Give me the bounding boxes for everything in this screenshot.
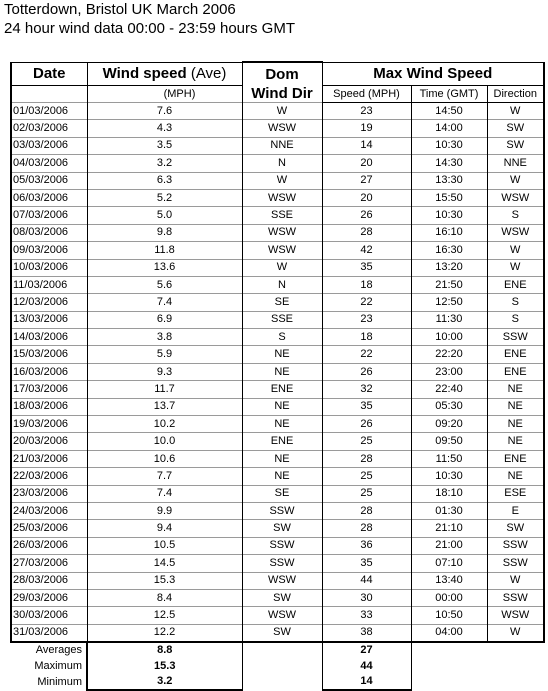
cell-max-speed: 19 [322, 120, 411, 137]
cell-avg-speed: 9.9 [87, 502, 242, 519]
table-row [11, 555, 544, 572]
cell-max-dir: S [487, 207, 544, 224]
cell-dom-dir: NE [242, 450, 322, 467]
header-wind-speed [87, 62, 242, 85]
cell-date: 31/03/2006 [11, 624, 87, 642]
cell-dom-dir: NE [242, 468, 322, 485]
stat-max-speed: 44 [322, 659, 411, 674]
table-row [11, 172, 544, 189]
table-row [11, 207, 544, 224]
cell-avg-speed: 15.3 [87, 572, 242, 589]
cell-avg-speed: 11.8 [87, 242, 242, 259]
cell-max-time: 04:00 [411, 624, 487, 642]
cell-avg-speed: 3.8 [87, 329, 242, 346]
cell-max-speed: 36 [322, 537, 411, 554]
cell-avg-speed: 5.9 [87, 346, 242, 363]
cell-avg-speed: 13.6 [87, 259, 242, 276]
cell-avg-speed: 9.3 [87, 363, 242, 380]
cell-max-dir: E [487, 502, 544, 519]
cell-dom-dir: WSW [242, 607, 322, 624]
cell-max-dir: NE [487, 433, 544, 450]
table-row [11, 589, 544, 606]
cell-date: 24/03/2006 [11, 502, 87, 519]
cell-max-speed: 38 [322, 624, 411, 642]
cell-max-speed: 22 [322, 294, 411, 311]
cell-max-speed: 35 [322, 398, 411, 415]
header-wind-speed-suffix: (Ave) [186, 65, 227, 82]
cell-max-speed: 42 [322, 242, 411, 259]
cell-dom-dir: N [242, 155, 322, 172]
cell-dom-dir: SSW [242, 537, 322, 554]
cell-max-dir: SSW [487, 329, 544, 346]
table-row [11, 276, 544, 293]
subheader-row [11, 85, 544, 103]
cell-date: 22/03/2006 [11, 468, 87, 485]
cell-max-speed: 22 [322, 346, 411, 363]
table-row [11, 520, 544, 537]
header-wind-speed-label: Wind speed [102, 65, 187, 82]
cell-dom-dir: ENE [242, 433, 322, 450]
stat-blank [242, 642, 322, 658]
stat-max-speed: 27 [322, 642, 411, 658]
cell-date: 28/03/2006 [11, 572, 87, 589]
cell-dom-dir: NNE [242, 137, 322, 154]
cell-max-dir: WSW [487, 189, 544, 206]
cell-date: 11/03/2006 [11, 276, 87, 293]
cell-max-dir: NE [487, 398, 544, 415]
cell-dom-dir: WSW [242, 242, 322, 259]
cell-max-time: 15:50 [411, 189, 487, 206]
stat-blank [411, 674, 487, 690]
cell-max-time: 09:50 [411, 433, 487, 450]
stat-row [11, 642, 544, 658]
cell-max-time: 13:30 [411, 172, 487, 189]
cell-max-speed: 26 [322, 207, 411, 224]
cell-date: 01/03/2006 [11, 103, 87, 120]
cell-max-time: 21:10 [411, 520, 487, 537]
cell-max-time: 21:50 [411, 276, 487, 293]
cell-max-dir: SSW [487, 537, 544, 554]
cell-max-time: 14:00 [411, 120, 487, 137]
stat-blank [487, 642, 544, 658]
cell-max-speed: 18 [322, 329, 411, 346]
cell-avg-speed: 10.0 [87, 433, 242, 450]
cell-max-speed: 33 [322, 607, 411, 624]
cell-max-speed: 18 [322, 276, 411, 293]
cell-date: 29/03/2006 [11, 589, 87, 606]
cell-max-speed: 30 [322, 589, 411, 606]
cell-avg-speed: 6.3 [87, 172, 242, 189]
cell-max-speed: 35 [322, 259, 411, 276]
cell-max-dir: ESE [487, 485, 544, 502]
table-row [11, 189, 544, 206]
cell-max-time: 18:10 [411, 485, 487, 502]
subheader-unit: (MPH) [87, 85, 242, 103]
cell-dom-dir: NE [242, 416, 322, 433]
cell-dom-dir: ENE [242, 381, 322, 398]
cell-dom-dir: SSE [242, 207, 322, 224]
cell-date: 27/03/2006 [11, 555, 87, 572]
cell-max-dir: W [487, 103, 544, 120]
cell-max-time: 10:30 [411, 207, 487, 224]
cell-max-dir: NE [487, 416, 544, 433]
stat-blank [242, 674, 322, 690]
cell-date: 30/03/2006 [11, 607, 87, 624]
cell-dom-dir: SSE [242, 311, 322, 328]
cell-max-time: 01:30 [411, 502, 487, 519]
stat-blank [411, 642, 487, 658]
table-row [11, 346, 544, 363]
wind-data-sheet [10, 61, 543, 691]
cell-avg-speed: 7.7 [87, 468, 242, 485]
cell-dom-dir: W [242, 172, 322, 189]
cell-max-dir: SW [487, 520, 544, 537]
cell-dom-dir: S [242, 329, 322, 346]
stat-avg-speed: 3.2 [87, 674, 242, 690]
cell-max-dir: SW [487, 120, 544, 137]
cell-dom-dir: SW [242, 589, 322, 606]
cell-max-speed: 28 [322, 450, 411, 467]
cell-avg-speed: 4.3 [87, 120, 242, 137]
cell-max-speed: 25 [322, 433, 411, 450]
table-row [11, 242, 544, 259]
cell-dom-dir: NE [242, 363, 322, 380]
cell-dom-dir: SW [242, 624, 322, 642]
cell-max-dir: S [487, 311, 544, 328]
cell-dom-dir: NE [242, 398, 322, 415]
table-row [11, 537, 544, 554]
cell-max-speed: 14 [322, 137, 411, 154]
cell-dom-dir: WSW [242, 224, 322, 241]
cell-date: 20/03/2006 [11, 433, 87, 450]
cell-max-dir: ENE [487, 276, 544, 293]
cell-date: 23/03/2006 [11, 485, 87, 502]
cell-dom-dir: NE [242, 346, 322, 363]
stat-blank [487, 674, 544, 690]
table-row [11, 433, 544, 450]
cell-max-time: 14:30 [411, 155, 487, 172]
cell-max-dir: NE [487, 381, 544, 398]
cell-max-speed: 25 [322, 485, 411, 502]
cell-max-time: 16:10 [411, 224, 487, 241]
cell-dom-dir: SE [242, 294, 322, 311]
cell-avg-speed: 3.5 [87, 137, 242, 154]
cell-max-time: 10:30 [411, 137, 487, 154]
cell-max-time: 16:30 [411, 242, 487, 259]
cell-date: 15/03/2006 [11, 346, 87, 363]
subheader-time: Time (GMT) [411, 85, 487, 103]
cell-max-speed: 26 [322, 416, 411, 433]
cell-avg-speed: 10.6 [87, 450, 242, 467]
cell-max-dir: WSW [487, 607, 544, 624]
cell-avg-speed: 7.6 [87, 103, 242, 120]
cell-date: 06/03/2006 [11, 189, 87, 206]
table-row [11, 259, 544, 276]
cell-max-speed: 28 [322, 520, 411, 537]
cell-avg-speed: 12.2 [87, 624, 242, 642]
cell-date: 02/03/2006 [11, 120, 87, 137]
cell-avg-speed: 5.2 [87, 189, 242, 206]
stat-label: Maximum [34, 659, 82, 672]
cell-date: 25/03/2006 [11, 520, 87, 537]
cell-date: 21/03/2006 [11, 450, 87, 467]
cell-max-time: 13:20 [411, 259, 487, 276]
cell-avg-speed: 14.5 [87, 555, 242, 572]
cell-dom-dir: SSW [242, 555, 322, 572]
stat-blank [411, 659, 487, 674]
cell-date: 10/03/2006 [11, 259, 87, 276]
cell-max-time: 00:00 [411, 589, 487, 606]
cell-dom-dir: SSW [242, 502, 322, 519]
cell-max-dir: S [487, 294, 544, 311]
stat-avg-speed: 8.8 [87, 642, 242, 658]
stat-blank [242, 659, 322, 674]
table-row [11, 103, 544, 120]
cell-avg-speed: 8.4 [87, 589, 242, 606]
table-row [11, 224, 544, 241]
cell-max-dir: W [487, 259, 544, 276]
cell-max-speed: 28 [322, 224, 411, 241]
cell-avg-speed: 7.4 [87, 294, 242, 311]
cell-dom-dir: WSW [242, 189, 322, 206]
cell-dom-dir: W [242, 259, 322, 276]
cell-avg-speed: 5.0 [87, 207, 242, 224]
table-row [11, 572, 544, 589]
cell-date: 04/03/2006 [11, 155, 87, 172]
cell-dom-dir: N [242, 276, 322, 293]
cell-dom-dir: W [242, 103, 322, 120]
stat-row [11, 674, 544, 690]
cell-max-time: 10:30 [411, 468, 487, 485]
cell-avg-speed: 11.7 [87, 381, 242, 398]
cell-avg-speed: 9.4 [87, 520, 242, 537]
header-date: Date [11, 62, 87, 85]
cell-avg-speed: 6.9 [87, 311, 242, 328]
cell-dom-dir: SE [242, 485, 322, 502]
cell-date: 12/03/2006 [11, 294, 87, 311]
cell-avg-speed: 12.5 [87, 607, 242, 624]
table-row [11, 311, 544, 328]
table-row [11, 381, 544, 398]
cell-max-speed: 26 [322, 363, 411, 380]
cell-max-time: 21:00 [411, 537, 487, 554]
cell-date: 17/03/2006 [11, 381, 87, 398]
header-dom-line2: Wind Dir [242, 85, 322, 103]
table-row [11, 120, 544, 137]
cell-avg-speed: 7.4 [87, 485, 242, 502]
stat-row [11, 659, 544, 674]
table-row [11, 155, 544, 172]
cell-max-dir: SW [487, 137, 544, 154]
cell-date: 07/03/2006 [11, 207, 87, 224]
cell-dom-dir: WSW [242, 572, 322, 589]
cell-avg-speed: 5.6 [87, 276, 242, 293]
table-row [11, 398, 544, 415]
table-row [11, 624, 544, 642]
cell-max-time: 12:50 [411, 294, 487, 311]
cell-max-dir: ENE [487, 363, 544, 380]
cell-max-dir: W [487, 242, 544, 259]
table-row [11, 416, 544, 433]
cell-dom-dir: WSW [242, 120, 322, 137]
cell-max-dir: SSW [487, 589, 544, 606]
table-row [11, 450, 544, 467]
cell-date: 19/03/2006 [11, 416, 87, 433]
cell-date: 05/03/2006 [11, 172, 87, 189]
stat-max-speed: 14 [322, 674, 411, 690]
header-dom-line1: Dom [242, 62, 322, 85]
cell-date: 03/03/2006 [11, 137, 87, 154]
cell-max-speed: 35 [322, 555, 411, 572]
cell-max-dir: NE [487, 468, 544, 485]
cell-date: 14/03/2006 [11, 329, 87, 346]
cell-max-speed: 20 [322, 155, 411, 172]
cell-max-speed: 32 [322, 381, 411, 398]
cell-date: 08/03/2006 [11, 224, 87, 241]
stat-avg-speed: 15.3 [87, 659, 242, 674]
page-title: Totterdown, Bristol UK March 2006 [4, 1, 236, 18]
cell-max-time: 22:40 [411, 381, 487, 398]
cell-max-dir: WSW [487, 224, 544, 241]
cell-max-time: 11:50 [411, 450, 487, 467]
cell-date: 18/03/2006 [11, 398, 87, 415]
table-row [11, 485, 544, 502]
page-subtitle: 24 hour wind data 00:00 - 23:59 hours GMT [4, 20, 296, 37]
table-row [11, 329, 544, 346]
cell-avg-speed: 13.7 [87, 398, 242, 415]
cell-avg-speed: 10.5 [87, 537, 242, 554]
cell-max-dir: W [487, 624, 544, 642]
table-row [11, 468, 544, 485]
cell-max-speed: 44 [322, 572, 411, 589]
cell-max-time: 10:50 [411, 607, 487, 624]
cell-avg-speed: 10.2 [87, 416, 242, 433]
table-row [11, 502, 544, 519]
cell-date: 16/03/2006 [11, 363, 87, 380]
stat-label: Averages [35, 644, 82, 657]
cell-max-speed: 28 [322, 502, 411, 519]
table-row [11, 363, 544, 380]
cell-max-dir: NNE [487, 155, 544, 172]
stat-label: Minimum [37, 675, 82, 688]
table-row [11, 137, 544, 154]
cell-max-time: 09:20 [411, 416, 487, 433]
header-max-wind-speed: Max Wind Speed [322, 62, 544, 85]
subheader-speed: Speed (MPH) [322, 85, 411, 103]
subheader-direction: Direction [487, 85, 544, 103]
cell-max-time: 05:30 [411, 398, 487, 415]
cell-max-time: 10:00 [411, 329, 487, 346]
cell-date: 09/03/2006 [11, 242, 87, 259]
cell-date: 13/03/2006 [11, 311, 87, 328]
cell-date: 26/03/2006 [11, 537, 87, 554]
cell-max-time: 14:50 [411, 103, 487, 120]
stat-blank [487, 659, 544, 674]
cell-max-time: 07:10 [411, 555, 487, 572]
cell-max-speed: 23 [322, 103, 411, 120]
table-row [11, 607, 544, 624]
header-row [11, 62, 544, 85]
cell-max-dir: ENE [487, 450, 544, 467]
table-row [11, 294, 544, 311]
cell-dom-dir: SW [242, 520, 322, 537]
cell-max-time: 11:30 [411, 311, 487, 328]
cell-max-dir: W [487, 572, 544, 589]
cell-max-speed: 20 [322, 189, 411, 206]
cell-avg-speed: 9.8 [87, 224, 242, 241]
cell-max-time: 23:00 [411, 363, 487, 380]
cell-max-time: 22:20 [411, 346, 487, 363]
cell-max-dir: W [487, 172, 544, 189]
cell-max-time: 13:40 [411, 572, 487, 589]
cell-max-dir: ENE [487, 346, 544, 363]
cell-max-speed: 25 [322, 468, 411, 485]
cell-max-speed: 23 [322, 311, 411, 328]
wind-data-table [10, 61, 545, 691]
cell-max-dir: SSW [487, 555, 544, 572]
cell-avg-speed: 3.2 [87, 155, 242, 172]
subheader-date-blank [11, 85, 87, 103]
cell-max-speed: 27 [322, 172, 411, 189]
